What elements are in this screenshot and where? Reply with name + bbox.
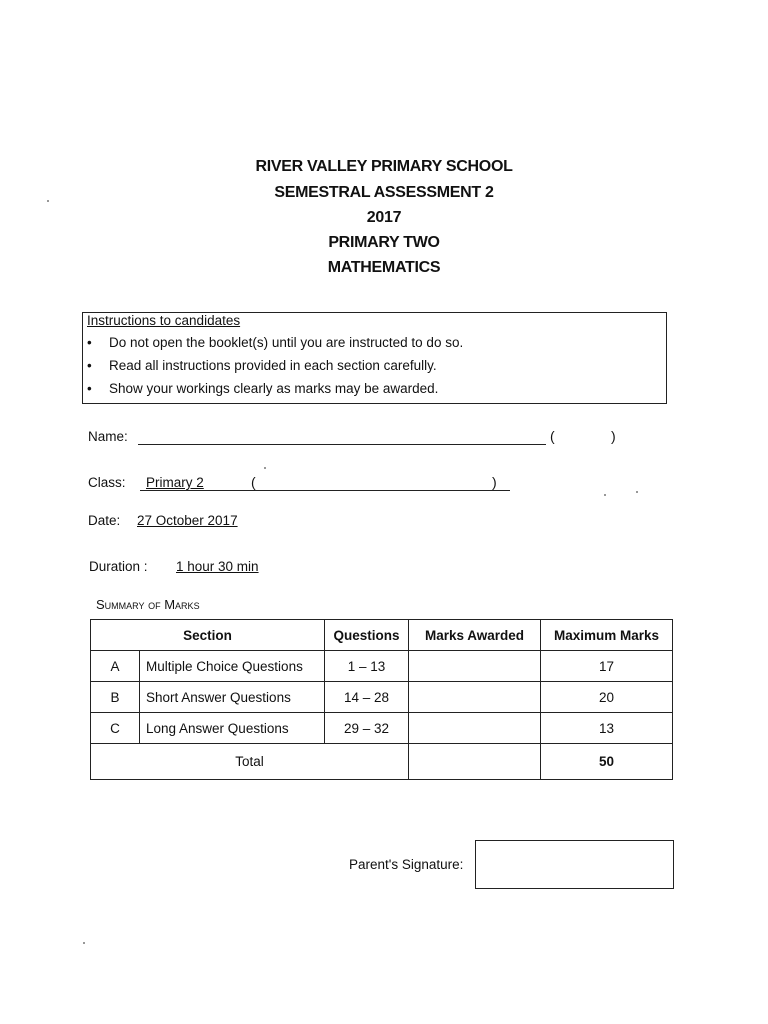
name-field[interactable]: [138, 444, 546, 445]
assessment-year: 2017: [366, 209, 402, 226]
register-open-paren: (: [550, 428, 555, 444]
max-marks-cell: 13: [541, 713, 673, 744]
max-marks-cell: 20: [541, 682, 673, 713]
header-section: Section: [91, 620, 325, 651]
scan-speck: [604, 494, 606, 496]
scan-speck: [83, 942, 85, 944]
name-label: Name:: [88, 429, 128, 444]
scan-speck: [636, 491, 638, 493]
instructions-box: [82, 312, 667, 404]
marks-awarded-cell[interactable]: [409, 682, 541, 713]
total-label: Total: [91, 744, 409, 780]
header-questions: Questions: [325, 620, 409, 651]
total-row: [91, 744, 673, 780]
register-close-paren: ): [611, 428, 616, 444]
signature-label: Parent's Signature:: [349, 857, 464, 872]
bullet-icon: •: [87, 358, 92, 373]
instructions-title: Instructions to candidates: [87, 313, 241, 328]
date-value: 27 October 2017: [137, 513, 238, 528]
marks-awarded-cell[interactable]: [409, 713, 541, 744]
class-field[interactable]: [140, 490, 510, 491]
max-marks-cell: 17: [541, 651, 673, 682]
class-value: Primary 2: [146, 475, 204, 490]
instruction-item: • Show your workings clearly as marks may be awarded.: [87, 381, 439, 396]
level-title: PRIMARY TWO: [328, 234, 440, 251]
instruction-item: • Read all instructions provided in each section carefully.: [87, 358, 437, 373]
signature-box[interactable]: [475, 840, 674, 889]
header-marks-awarded: Marks Awarded: [409, 620, 541, 651]
duration-label: Duration :: [89, 559, 148, 574]
marks-awarded-cell[interactable]: [409, 651, 541, 682]
bullet-icon: •: [87, 335, 92, 350]
table-row: [91, 651, 673, 682]
marks-table: [90, 619, 673, 780]
summary-title: Summary of Marks: [96, 597, 200, 612]
section-letter: C: [91, 713, 140, 744]
section-name: Multiple Choice Questions: [140, 651, 325, 682]
school-name: RIVER VALLEY PRIMARY SCHOOL: [255, 158, 513, 175]
question-range: 14 – 28: [325, 682, 409, 713]
class-open-paren: (: [251, 474, 256, 490]
question-range: 1 – 13: [325, 651, 409, 682]
table-row: [91, 682, 673, 713]
total-awarded-cell[interactable]: [409, 744, 541, 780]
section-letter: A: [91, 651, 140, 682]
total-max-cell: 50: [541, 744, 673, 780]
class-label: Class:: [88, 475, 126, 490]
scan-speck: [47, 200, 49, 202]
bullet-icon: •: [87, 381, 92, 396]
date-label: Date:: [88, 513, 121, 528]
section-name: Short Answer Questions: [140, 682, 325, 713]
subject-title: MATHEMATICS: [327, 259, 441, 276]
section-letter: B: [91, 682, 140, 713]
class-close-paren: ): [492, 474, 497, 490]
table-row: [91, 713, 673, 744]
question-range: 29 – 32: [325, 713, 409, 744]
table-header-row: [91, 620, 673, 651]
assessment-title: SEMESTRAL ASSESSMENT 2: [274, 184, 494, 201]
section-name: Long Answer Questions: [140, 713, 325, 744]
instruction-item: • Do not open the booklet(s) until you are instructed to do so.: [87, 335, 464, 350]
duration-value: 1 hour 30 min: [176, 559, 259, 574]
header-maximum-marks: Maximum Marks: [541, 620, 673, 651]
scan-speck: [264, 467, 266, 469]
